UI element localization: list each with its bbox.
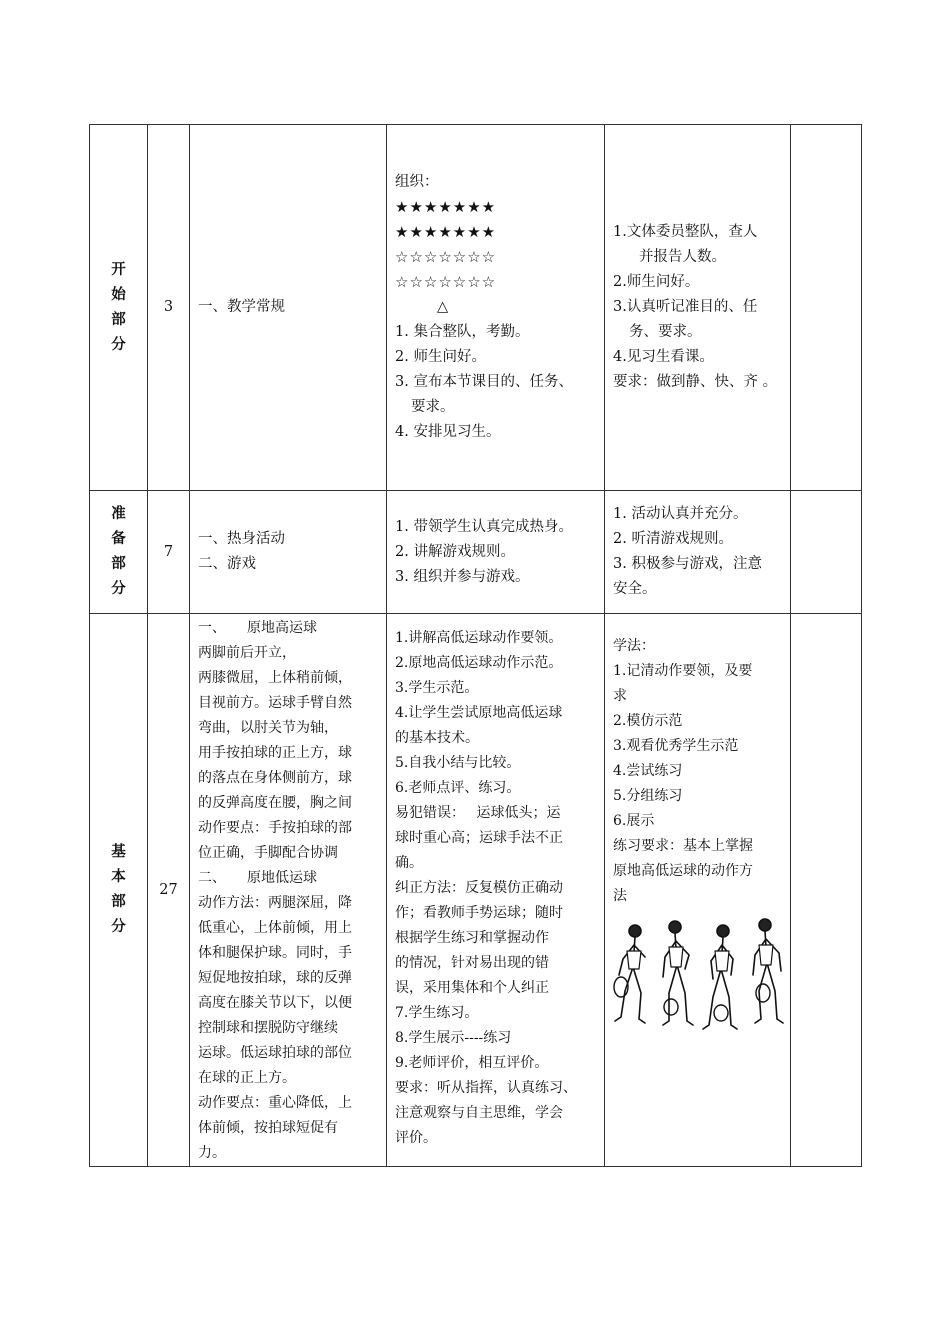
content-line: 两膝微屈，上体稍前倾， — [198, 670, 352, 686]
content-line: 二、游戏 — [198, 556, 256, 572]
method-line: 确。 — [395, 855, 423, 871]
content-line: 一、教学常规 — [198, 299, 285, 315]
section-cell — [90, 125, 148, 491]
student-line: 6.展示 — [613, 813, 655, 829]
content-line: 动作方法：两腿深屈，降 — [198, 895, 352, 911]
content-line: 用手按拍球的正上方，球 — [198, 745, 352, 761]
method-line: 易犯错误： 运球低头；运 — [395, 805, 561, 821]
content-line: 的反弹高度在腰，胸之间 — [198, 795, 352, 811]
content-line: 短促地按拍球，球的反弹 — [198, 970, 352, 986]
note-cell — [791, 614, 862, 1167]
student-line: 4.见习生看课。 — [613, 349, 714, 365]
lesson-plan-table — [89, 124, 862, 1167]
formation-row: ☆☆☆☆☆☆☆ — [395, 273, 497, 291]
student-line: 务、要求。 — [629, 324, 702, 340]
student-cell — [605, 614, 791, 1167]
section-char: 备 — [111, 531, 126, 547]
content-line: 一、 原地高运球 — [198, 620, 317, 636]
time-cell: 3 — [148, 125, 190, 491]
method-line: 4. 安排见习生。 — [395, 424, 501, 440]
method-line: 根据学生练习和掌握动作 — [395, 930, 549, 946]
student-line: 学法： — [613, 638, 655, 654]
student-line: 原地高低运球的动作方 — [613, 863, 753, 879]
row-main — [90, 614, 862, 1167]
method-line: 注意观察与自主思维，学会 — [395, 1105, 563, 1121]
student-line: 3.观看优秀学生示范 — [613, 738, 739, 754]
content-line: 低重心，上体前倾，用上 — [198, 920, 352, 936]
content-line: 二、 原地低运球 — [198, 870, 317, 886]
method-line: 1. 集合整队，考勤。 — [395, 324, 530, 340]
org-label: 组织： — [395, 174, 439, 190]
student-line: 安全。 — [613, 581, 657, 597]
method-line: 2. 师生问好。 — [395, 349, 486, 365]
method-line: 5.自我小结与比较。 — [395, 755, 521, 771]
method-line: 评价。 — [395, 1130, 437, 1146]
method-line: 4.让学生尝试原地高低运球 — [395, 705, 563, 721]
student-cell — [605, 491, 791, 614]
student-line: 3.认真听记准目的、任 — [613, 299, 758, 315]
student-line: 3. 积极参与游戏，注意 — [613, 556, 762, 572]
content-line: 的落点在身体侧前方，球 — [198, 770, 352, 786]
method-line: 要求。 — [411, 399, 455, 415]
method-line: 要求：听从指挥，认真练习、 — [395, 1080, 577, 1096]
section-char: 始 — [111, 286, 126, 303]
content-cell — [190, 125, 387, 491]
content-line: 动作要点：手按拍球的部 — [198, 820, 352, 836]
student-line: 法 — [613, 888, 627, 904]
content-cell — [190, 614, 387, 1167]
method-line: 1.讲解高低运球动作要领。 — [395, 630, 563, 646]
student-line: 练习要求：基本上掌握 — [613, 838, 753, 854]
method-line: 的情况，针对易出现的错 — [395, 955, 549, 971]
note-cell — [791, 491, 862, 614]
content-line: 两脚前后开立， — [198, 645, 296, 661]
method-line: 9.老师评价，相互评价。 — [395, 1055, 549, 1071]
formation-row: ★★★★★★★ — [395, 198, 497, 216]
method-line: 误，采用集体和个人纠正 — [395, 980, 549, 996]
method-line: 7.学生练习。 — [395, 1005, 479, 1021]
teacher-mark: △ — [437, 299, 449, 315]
student-line: 要求：做到静、快、齐 。 — [613, 374, 778, 390]
student-line: 1. 活动认真并充分。 — [613, 506, 748, 522]
content-line: 体和腿保护球。同时，手 — [198, 945, 352, 961]
student-line: 4.尝试练习 — [613, 763, 683, 779]
content-line: 力。 — [198, 1145, 226, 1161]
method-cell — [387, 491, 605, 614]
student-line: 1.文体委员整队，查人 — [613, 224, 758, 240]
student-line: 1.记清动作要领，及要 — [613, 663, 753, 679]
student-line: 求 — [613, 688, 627, 704]
time-cell: 27 — [148, 614, 190, 1167]
method-line: 3. 宣布本节课目的、任务、 — [395, 374, 573, 390]
section-char: 部 — [111, 894, 126, 910]
content-cell — [190, 491, 387, 614]
method-line: 3.学生示范。 — [395, 680, 479, 696]
content-line: 在球的正上方。 — [198, 1070, 296, 1086]
section-char: 部 — [111, 311, 126, 328]
content-line: 运球。低运球拍球的部位 — [198, 1045, 352, 1061]
formation-row: ☆☆☆☆☆☆☆ — [395, 248, 497, 266]
method-cell — [387, 125, 605, 491]
content-line: 位正确，手脚配合协调 — [198, 845, 338, 861]
student-line: 并报告人数。 — [639, 249, 726, 265]
section-char: 准 — [111, 506, 126, 522]
dribbling-figures-illustration — [613, 917, 789, 1049]
student-line: 5.分组练习 — [613, 788, 683, 804]
method-line: 3. 组织并参与游戏。 — [395, 568, 530, 585]
student-line: 2. 听清游戏规则。 — [613, 531, 733, 547]
formation-row: ★★★★★★★ — [395, 223, 497, 241]
section-char: 开 — [111, 261, 126, 278]
content-line: 控制球和摆脱防守继续 — [198, 1020, 338, 1036]
content-line: 一、热身活动 — [198, 531, 285, 547]
method-cell — [387, 614, 605, 1167]
section-cell — [90, 491, 148, 614]
method-line: 6.老师点评、练习。 — [395, 780, 521, 796]
student-line: 2.模仿示范 — [613, 713, 683, 729]
content-line: 动作要点：重心降低，上 — [198, 1095, 352, 1111]
content-line: 目视前方。运球手臂自然 — [198, 695, 352, 711]
content-line: 体前倾，按拍球短促有 — [198, 1120, 338, 1136]
row-preparation — [90, 491, 862, 614]
section-char: 部 — [111, 556, 126, 572]
method-line: 1. 带领学生认真完成热身。 — [395, 518, 573, 535]
method-line: 纠正方法：反复模仿正确动 — [395, 880, 563, 896]
section-char: 分 — [111, 336, 126, 353]
section-char: 分 — [111, 919, 126, 935]
student-line: 2.师生问好。 — [613, 274, 700, 290]
method-line: 球时重心高；运球手法不正 — [395, 830, 563, 846]
section-cell — [90, 614, 148, 1167]
note-cell — [791, 125, 862, 491]
section-char: 基 — [111, 844, 126, 860]
content-line: 弯曲，以肘关节为轴， — [198, 720, 338, 736]
method-line: 作；看教师手势运球；随时 — [395, 905, 563, 921]
row-opening — [90, 125, 862, 491]
method-line: 2.原地高低运球动作示范。 — [395, 655, 563, 671]
student-cell — [605, 125, 791, 491]
time-cell: 7 — [148, 491, 190, 614]
section-char: 分 — [111, 581, 126, 597]
method-line: 2. 讲解游戏规则。 — [395, 543, 515, 560]
content-line: 高度在膝关节以下，以便 — [198, 995, 352, 1011]
method-line: 的基本技术。 — [395, 730, 479, 746]
section-char: 本 — [111, 869, 126, 885]
method-line: 8.学生展示----练习 — [395, 1030, 512, 1046]
